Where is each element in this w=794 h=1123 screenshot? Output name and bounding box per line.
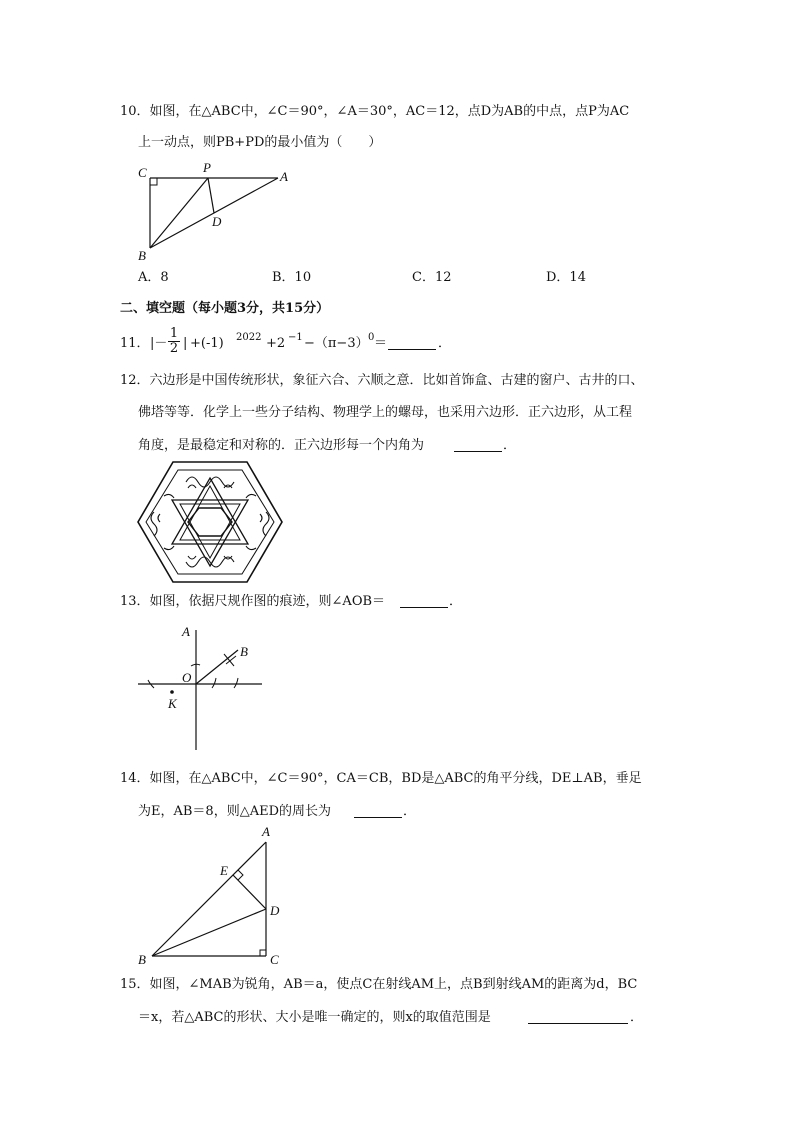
q11-exp2: −1: [288, 332, 303, 343]
q14-triangle-figure: [134, 824, 286, 966]
q15-line1: 15．如图，∠MAB为锐角，AB＝a，使点C在射线AM上，点B到射线AM的距离为d，BC: [120, 977, 638, 992]
q11-abs-close: |: [183, 336, 188, 351]
q11-end: ．: [438, 336, 452, 351]
q10-label-b: B: [138, 248, 146, 263]
q11-exp1: 2022: [236, 332, 262, 343]
q13-construction-figure: [134, 620, 266, 752]
q11-part2: +2: [266, 336, 286, 351]
q11-exp3: 0: [368, 332, 375, 343]
q11-frac-denominator: 2: [169, 341, 179, 356]
q13-label-b: B: [240, 644, 248, 659]
q11-frac-numerator: 1: [169, 326, 179, 341]
q14-answer-blank[interactable]: [354, 804, 402, 823]
q11-abs-open: |－: [150, 336, 168, 351]
q12-end: ．: [503, 438, 517, 453]
q14-label-b: B: [138, 952, 146, 966]
q12-line3: 角度，是最稳定和对称的．正六边形每一个内角为: [138, 438, 425, 453]
q14-label-e: E: [220, 863, 228, 878]
q10-label-p: P: [203, 160, 211, 175]
q14-end: ．: [403, 804, 417, 819]
q10-option-b: B．10: [272, 270, 312, 285]
q10-label-c: C: [138, 165, 147, 180]
q10-option-c: C．12: [412, 270, 452, 285]
q13-label-a: A: [182, 624, 190, 639]
q10-triangle-figure: [136, 158, 296, 266]
q10-label-d: D: [212, 214, 222, 229]
q11-fraction: [168, 327, 180, 356]
q12-answer-blank[interactable]: [454, 438, 502, 457]
q14-line2: 为E，AB＝8，则△AED的周长为: [138, 804, 332, 819]
q10-label-a: A: [280, 169, 288, 184]
q15-answer-blank[interactable]: [528, 1010, 628, 1029]
q14-line1: 14．如图，在△ABC中，∠C＝90°，CA＝CB，BD是△ABC的角平分线，DE⊥AB，垂足: [120, 771, 642, 786]
q10-line2: 上一动点，则PB+PD的最小值为（ ）: [138, 135, 382, 150]
q12-line2: 佛塔等等．化学上一些分子结构、物理学上的螺母，也采用六边形．正六边形，从工程: [138, 405, 633, 420]
q13-end: ．: [449, 594, 463, 609]
q13-line1: 13．如图，依据尺规作图的痕迹，则∠AOB＝: [120, 594, 386, 609]
q11-number: 11．: [120, 336, 150, 351]
q14-label-c: C: [270, 952, 279, 966]
q10-line1: 10．如图，在△ABC中，∠C＝90°，∠A＝30°，AC＝12，点D为AB的中点，点P为AC: [120, 104, 630, 119]
q10-option-d: D．14: [546, 270, 586, 285]
hexagon-ornament-figure: [136, 460, 284, 584]
section-title: 二、填空题（每小题3分，共15分）: [120, 301, 330, 316]
q10-option-a: A．8: [138, 270, 169, 285]
q14-label-d: D: [270, 903, 280, 918]
q15-end: ．: [630, 1010, 644, 1025]
q15-line2: ＝x，若△ABC的形状、大小是唯一确定的，则x的取值范围是: [138, 1010, 491, 1025]
q11-eq: ＝: [374, 336, 388, 351]
q13-label-k: K: [168, 696, 177, 711]
q12-line1: 12．六边形是中国传统形状，象征六合、六顺之意．比如首饰盒、古建的窗户、古井的口、: [120, 373, 644, 388]
q13-answer-blank[interactable]: [400, 594, 448, 613]
q11-part1: +(-1): [190, 336, 224, 351]
q13-label-o: O: [182, 670, 192, 685]
q11-part3: −（π−3）: [304, 336, 369, 351]
q11-answer-blank[interactable]: [388, 336, 436, 355]
q14-label-a: A: [262, 824, 270, 839]
